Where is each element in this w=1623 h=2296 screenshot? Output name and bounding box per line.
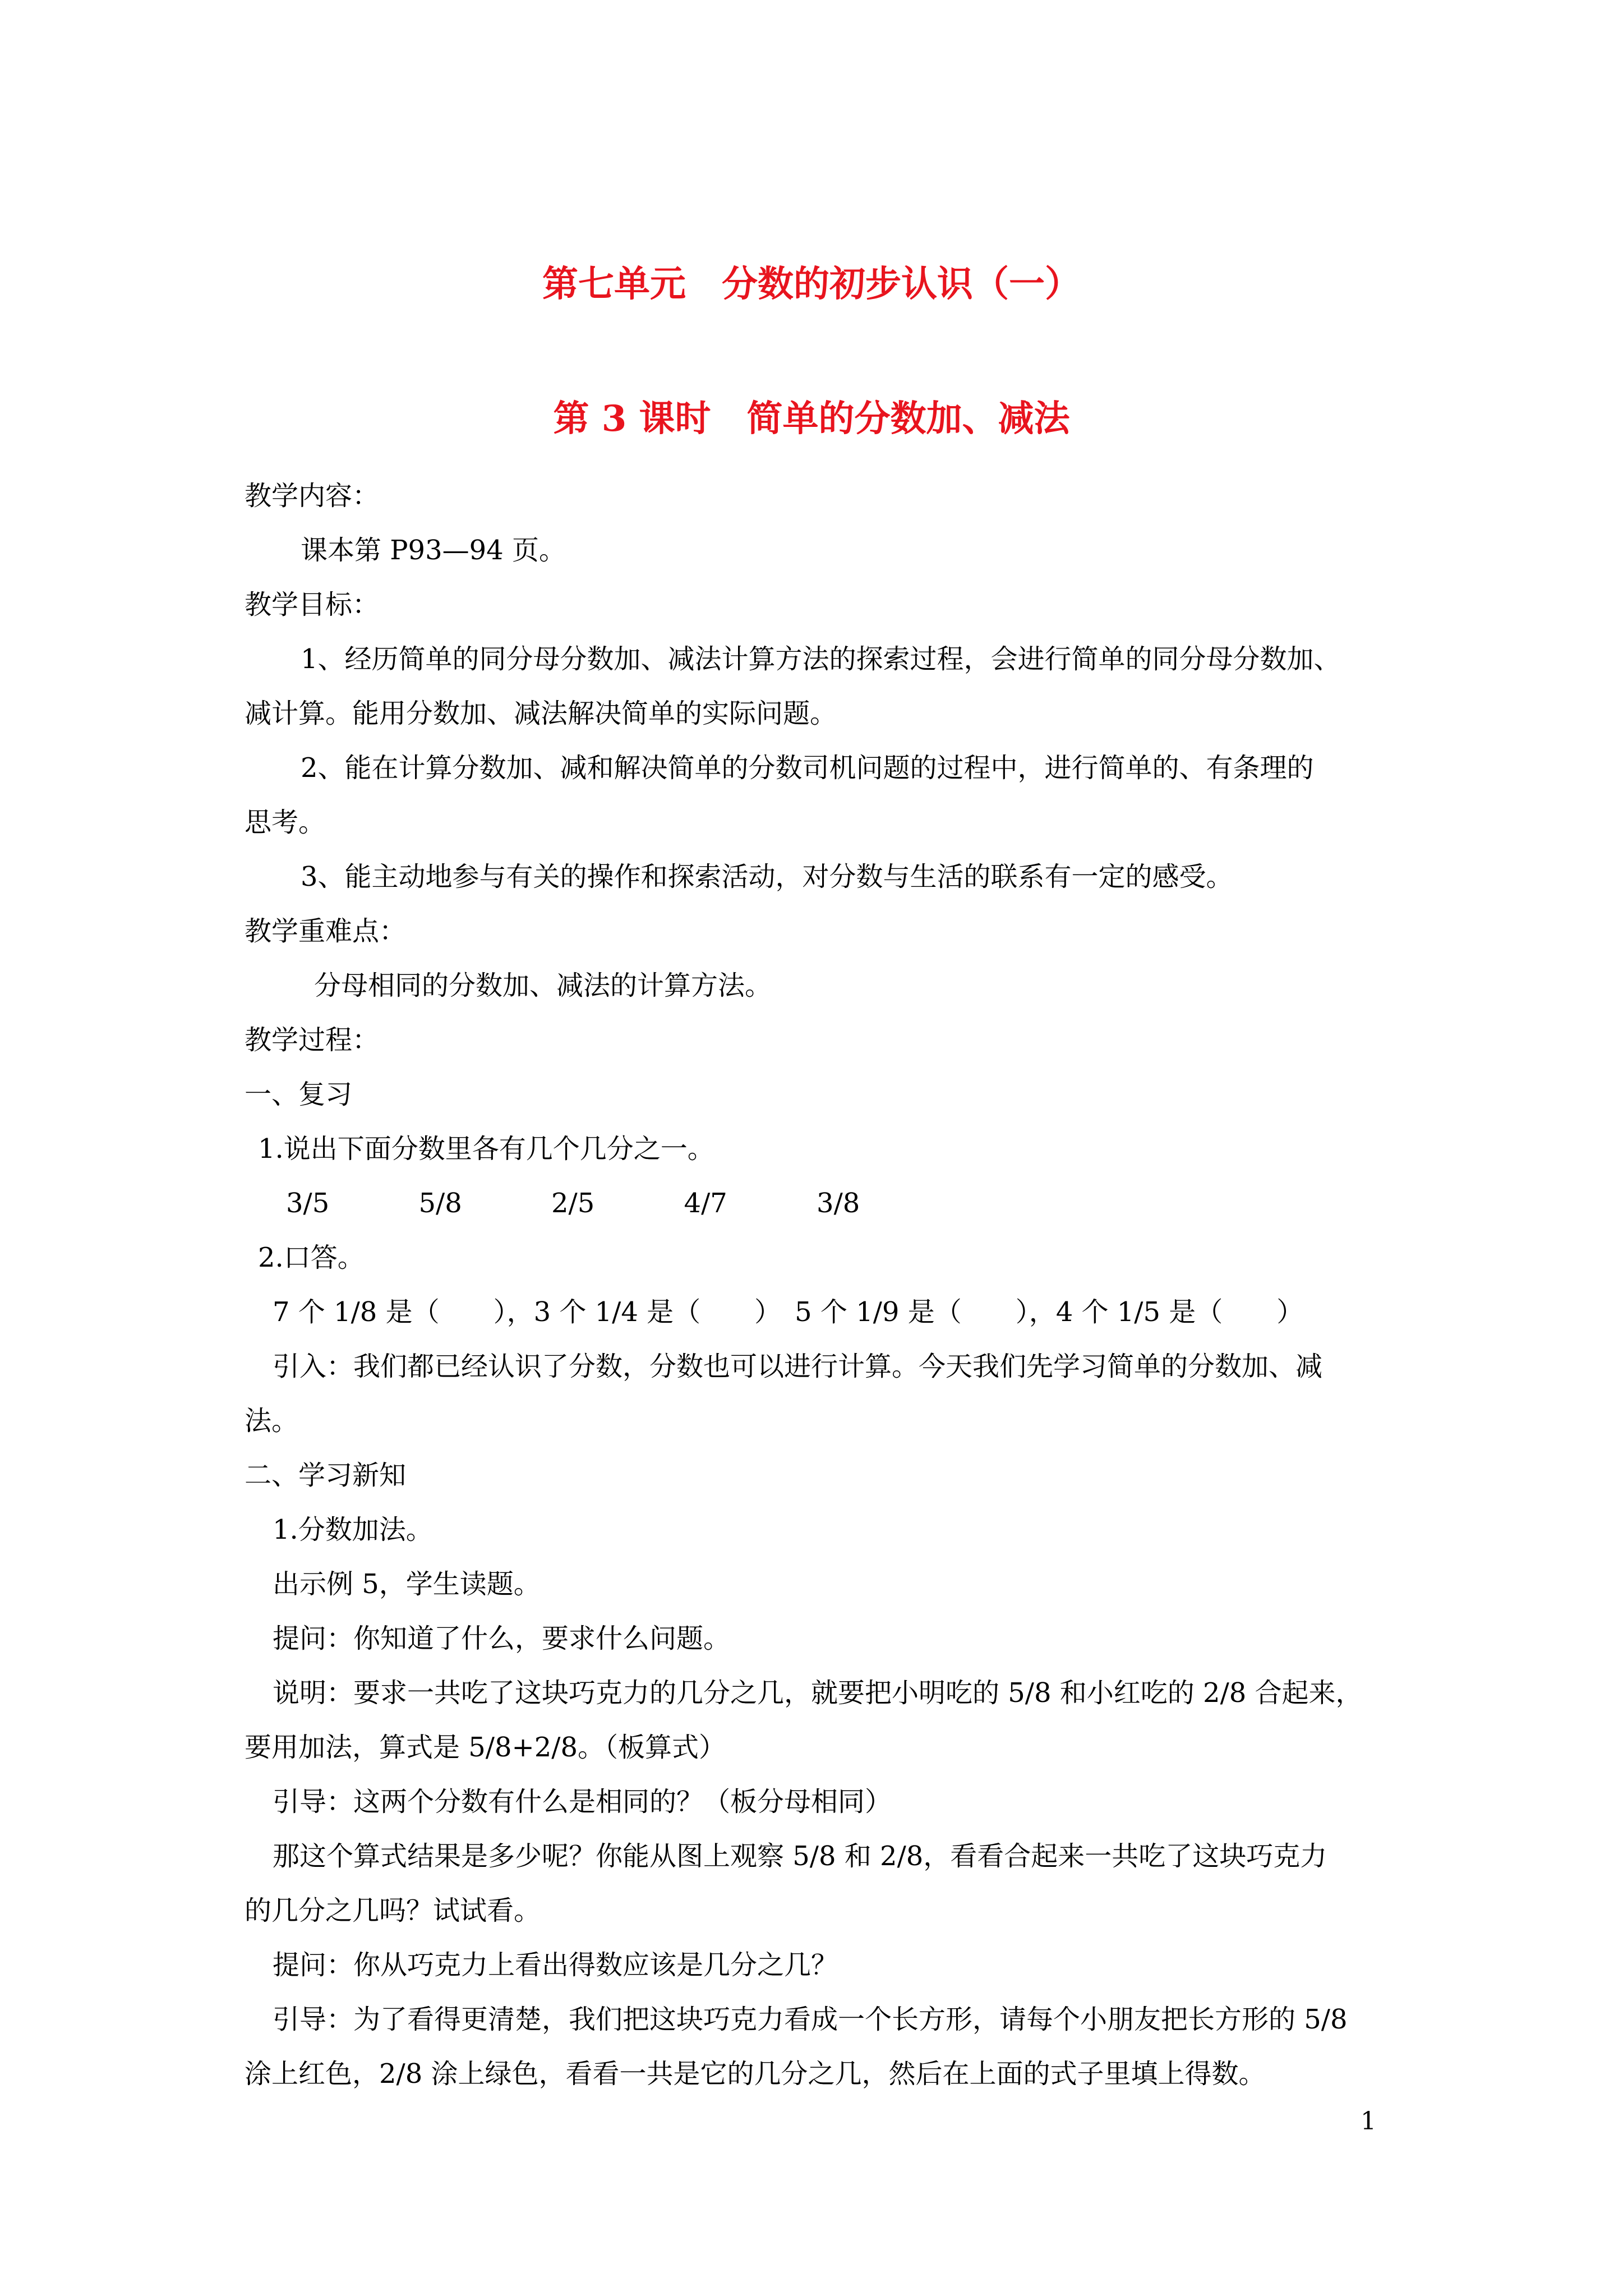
explanation-line-2: 要用加法，算式是 5/8+2/8。（板算式）: [245, 1732, 726, 1763]
page-number: 1: [1361, 2107, 1376, 2136]
review-item-2: 2.口答。: [258, 1242, 365, 1273]
observation-line-2: 的几分之几吗？试试看。: [245, 1895, 541, 1926]
section-label-content: 教学内容：: [245, 480, 380, 512]
explanation-line-1: 说明：要求一共吃了这块巧克力的几分之几，就要把小明吃的 5/8 和小红吃的 2/8 合起来，: [273, 1677, 1363, 1709]
unit-title: 第七单元 分数的初步认识（一）: [542, 263, 1081, 305]
objective-1-line-1: 1、经历简单的同分母分数加、减法计算方法的探索过程，会进行简单的同分母分数加、: [301, 643, 1341, 675]
part-2-heading: 二、学习新知: [245, 1460, 407, 1491]
observation-line-1: 那这个算式结果是多少呢？你能从图上观察 5/8 和 2/8，看看合起来一共吃了这块巧克力: [273, 1841, 1327, 1872]
intro-line-1: 引入：我们都已经认识了分数，分数也可以进行计算。今天我们先学习简单的分数加、减: [273, 1351, 1323, 1382]
objective-2-line-2: 思考。: [245, 807, 326, 838]
question-2: 提问：你从巧克力上看出得数应该是几分之几？: [273, 1949, 838, 1981]
guidance-2-line-2: 涂上红色，2/8 涂上绿色，看看一共是它的几分之几，然后在上面的式子里填上得数。: [245, 2058, 1266, 2090]
key-points-text: 分母相同的分数加、减法的计算方法。: [314, 970, 772, 1001]
example-5: 出示例 5，学生读题。: [273, 1568, 541, 1600]
review-item-1: 1.说出下面分数里各有几个几分之一。: [258, 1133, 714, 1165]
guidance-2-line-1: 引导：为了看得更清楚，我们把这块巧克力看成一个长方形，请每个小朋友把长方形的 5/8: [273, 2004, 1348, 2035]
section-label-process: 教学过程：: [245, 1024, 380, 1056]
question-1: 提问：你知道了什么，要求什么问题。: [273, 1623, 731, 1654]
intro-line-2: 法。: [245, 1405, 299, 1437]
guidance-1: 引导：这两个分数有什么是相同的？（板分母相同）: [273, 1786, 892, 1818]
fraction-list: 3/5 5/8 2/5 4/7 3/8: [286, 1188, 860, 1219]
objective-3: 3、能主动地参与有关的操作和探索活动，对分数与生活的联系有一定的感受。: [301, 861, 1233, 892]
content-text: 课本第 P93—94 页。: [301, 535, 566, 566]
fraction-addition-heading: 1.分数加法。: [273, 1514, 433, 1545]
part-1-heading: 一、复习: [245, 1079, 353, 1110]
section-label-objectives: 教学目标：: [245, 589, 380, 620]
lesson-title: 第 3 课时 简单的分数加、减法: [553, 398, 1070, 440]
oral-questions: 7 个 1/8 是（ ），3 个 1/4 是（ ） 5 个 1/9 是（ ），4 个 1/5 是（ ）: [273, 1296, 1304, 1328]
objective-1-line-2: 减计算。能用分数加、减法解决简单的实际问题。: [245, 698, 837, 729]
section-label-key-points: 教学重难点：: [245, 915, 407, 947]
objective-2-line-1: 2、能在计算分数加、减和解决简单的分数司机问题的过程中，进行简单的、有条理的: [301, 752, 1314, 784]
